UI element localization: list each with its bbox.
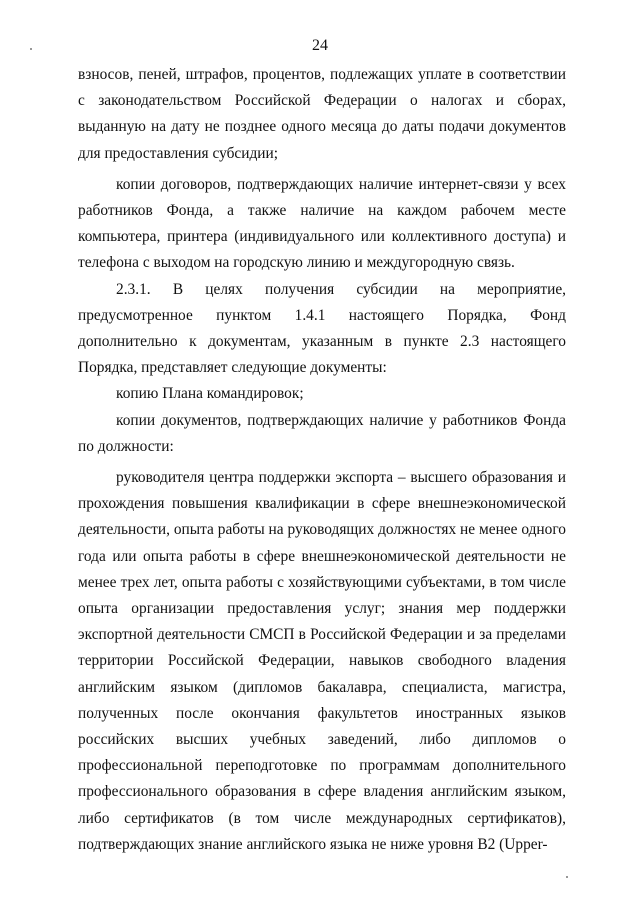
paragraph-1: взносов, пеней, штрафов, процентов, подлежащих уплате в соответствии с законодательством Российской Федерации о налогах и сборах, выданную на дату не позднее одного месяца до даты подачи документов для предоставления субсидии; [78, 66, 566, 162]
page-body [78, 62, 566, 858]
paragraph-4: копию Плана командировок; [116, 385, 304, 403]
scan-speck [566, 876, 568, 878]
page-number: 24 [312, 37, 328, 54]
paragraph-2: копии договоров, подтверждающих наличие интернет-связи у всех работников Фонда, а также наличие на каждом рабочем месте компьютера, принтера (индивидуального или коллективного доступа) и телефона с выходом на городскую линию и междугородную связь. [78, 175, 566, 272]
paragraph-3: 2.3.1. В целях получения субсидии на мероприятие, предусмотренное пунктом 1.4.1 настоящего Порядка, Фонд дополнительно к документам, указанным в пункте 2.3 настоящего Порядка, представляет следующие документы: [78, 280, 566, 377]
paragraph-5: копии документов, подтверждающих наличие у работников Фонда по должности: [78, 411, 566, 455]
scan-speck [30, 48, 32, 50]
paragraph-6: руководителя центра поддержки экспорта – высшего образования и прохождения повышения квалификации в сфере внешнеэкономической деятельности, опыта работы на руководящих должностях не менее одного года или опыта работы в сфере внешнеэкономической деятельности не менее трех лет, опыта работы с хозяйствующими субъектами, в том числе опыта организации предоставления услуг; знания мер поддержки экспортной деятельности СМСП в Российской Федерации и за пределами территории Российской Федерации, навыков свободного владения английским языком (дипломов бакалавра, специалиста, магистра, полученных после окончания факультетов иностранных языков российских высших учебных заведений, либо дипломов о профессиональной переподготовке по программам дополнительного профессионального образования в сфере владения английским языком, либо сертификатов (в том числе международных сертификатов), подтверждающих знание английского языка не ниже уровня B2 (Upper- [78, 469, 566, 853]
